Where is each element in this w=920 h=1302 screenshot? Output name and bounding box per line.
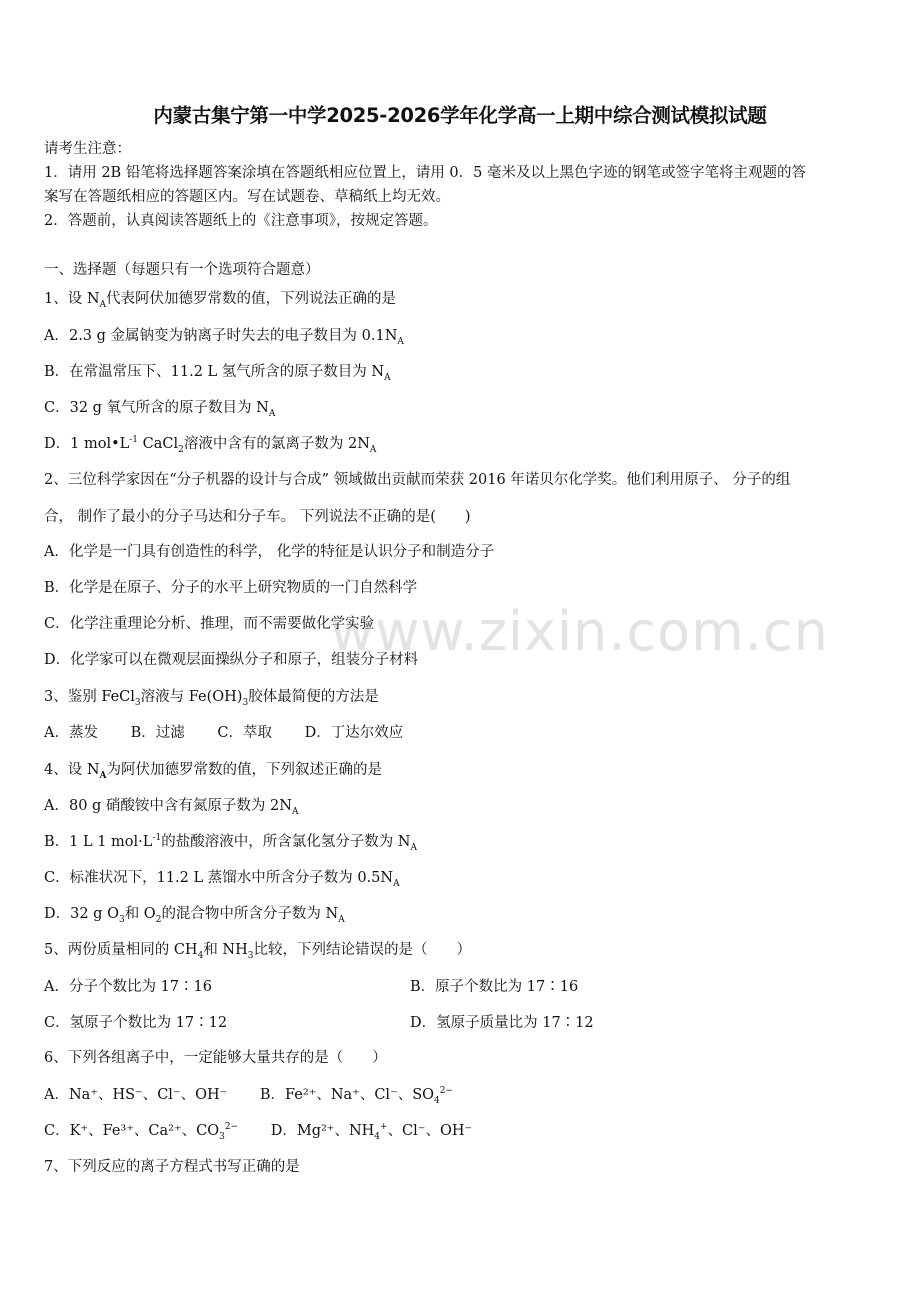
question-5-stem: 5、两份质量相同的 $CH_4$和 $NH_3$比较，下列结论错误的是（ ） [44, 942, 471, 961]
question-5-option-c[interactable]: C．氢原子个数比为 17∶12 [44, 1015, 228, 1031]
question-3-option-d[interactable]: D．丁达尔效应 [304, 725, 404, 741]
question-3-option-c[interactable]: C．萃取 [217, 725, 272, 741]
question-2-stem-a: 2、三位科学家因在“分子机器的设计与合成” 领域做出贡献而荣获 2016 年诺贝尔化学奖。他们利用原子、 分子的组 [44, 472, 791, 488]
question-1-option-d[interactable]: D．1 $mol•L^{-1}$ CaCl$_2$溶液中含有的氯离子数为 $2N_A$ [44, 435, 377, 455]
question-1-option-b[interactable]: B．在常温常压下、11.2 L 氢气所含的原子数目为 $N_A$ [44, 364, 391, 383]
question-6-option-c[interactable]: C．K⁺、Fe³⁺、Ca²⁺、$CO_3^{2-}$ [44, 1122, 239, 1142]
question-5-row-2 [44, 1013, 884, 1033]
question-2-stem-b: 合， 制作了最小的分子马达和分子车。 下列说法不正确的是( ) [44, 509, 471, 525]
question-3-option-a[interactable]: A．蒸发 [44, 725, 98, 741]
question-2-option-a[interactable]: A．化学是一门具有创造性的科学， 化学的特征是认识分子和制造分子 [44, 544, 495, 560]
question-6-option-b[interactable]: B．Fe²⁺、Na⁺、Cl⁻、$SO_4^{2-}$ [259, 1086, 454, 1106]
question-5-option-b[interactable]: B．原子个数比为 17∶16 [410, 979, 579, 995]
question-4-stem: 4、设 $N_A$为阿伏加德罗常数的值，下列叙述正确的是 [44, 762, 383, 781]
notice-heading: 请考生注意： [44, 141, 131, 157]
question-2-option-b[interactable]: B．化学是在原子、分子的水平上研究物质的一门自然科学 [44, 580, 418, 596]
section-heading: 一、选择题（每题只有一个选项符合题意） [44, 262, 320, 278]
question-6-option-d[interactable]: D．Mg²⁺、$NH_4^+$、Cl⁻、OH⁻ [270, 1122, 473, 1142]
question-3-options [44, 723, 884, 743]
question-4-option-a[interactable]: A．80 g 硝酸铵中含有氮原子数为 $2N_A$ [44, 798, 299, 817]
page-title: 内蒙古集宁第一中学2025-2026学年化学高一上期中综合测试模拟试题 [153, 104, 767, 127]
question-4-option-c[interactable]: C．标准状况下，11.2 L 蒸馏水中所含分子数为 $0.5N_A$ [44, 870, 400, 889]
question-5-option-d[interactable]: D．氢原子质量比为 17∶12 [410, 1015, 594, 1031]
question-4-option-d[interactable]: D．32 g $O_3$和 $O_2$的混合物中所含分子数为 $N_A$ [44, 906, 345, 925]
notice-item-2: 2．答题前，认真阅读答题纸上的《注意事项》，按规定答题。 [44, 213, 438, 229]
question-5-option-a[interactable]: A．分子个数比为 17∶16 [44, 979, 212, 995]
notice-item-1b: 案写在答题纸相应的答题区内。写在试题卷、草稿纸上均无效。 [44, 189, 450, 205]
question-3-option-b[interactable]: B．过滤 [130, 725, 185, 741]
question-1-stem: 1、设 $N_A$代表阿伏加德罗常数的值，下列说法正确的是 [44, 291, 397, 310]
question-3-stem: 3、鉴别 FeCl$_3$溶液与 $Fe(OH)_3$胶体最简便的方法是 [44, 689, 379, 708]
question-6-stem: 6、下列各组离子中，一定能够大量共存的是（ ） [44, 1050, 387, 1066]
question-2-option-d[interactable]: D．化学家可以在微观层面操纵分子和原子，组装分子材料 [44, 652, 419, 668]
question-6-row-1 [44, 1085, 884, 1105]
question-6-option-a[interactable]: A．Na⁺、HS⁻、Cl⁻、OH⁻ [44, 1087, 228, 1103]
question-1-option-c[interactable]: C．32 g 氧气所含的原子数目为 $N_A$ [44, 400, 276, 419]
watermark: www.zixin.com.cn [330, 600, 829, 663]
question-4-option-b[interactable]: B．1 L 1 $mol\cdot L^{-1}$的盐酸溶液中，所含氯化氢分子数为 $N_A$ [44, 833, 417, 853]
question-7-stem: 7、下列反应的离子方程式书写正确的是 [44, 1159, 300, 1175]
question-1-option-a[interactable]: A．2.3 g 金属钠变为钠离子时失去的电子数目为 $0.1N_A$ [44, 328, 404, 347]
question-5-row-1 [44, 977, 884, 997]
notice-item-1a: 1．请用 2B 铅笔将选择题答案涂填在答题纸相应位置上，请用 0．5 毫米及以上黑色字迹的钢笔或签字笔将主观题的答 [44, 165, 806, 181]
question-6-row-2 [44, 1121, 884, 1141]
question-2-option-c[interactable]: C．化学注重理论分析、推理，而不需要做化学实验 [44, 616, 375, 632]
